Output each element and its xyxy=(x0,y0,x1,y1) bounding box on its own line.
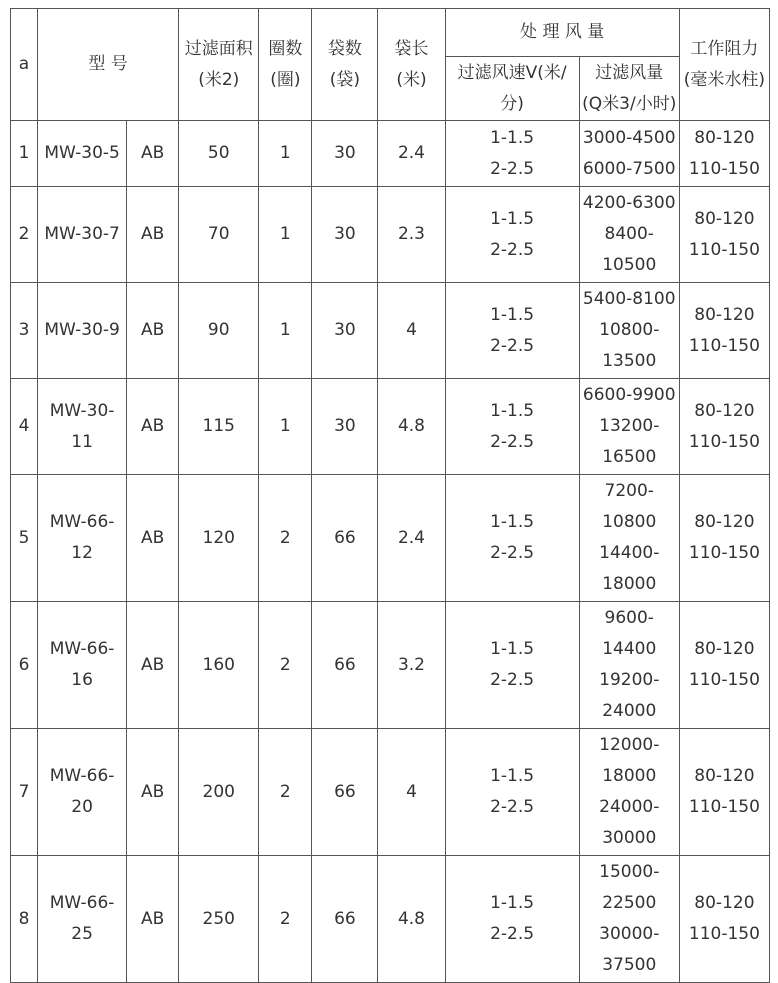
rings-cell: 2 xyxy=(259,856,312,983)
speed-cell-line: 1-1.5 xyxy=(490,512,535,532)
model-cell-line: MW-66- xyxy=(49,766,115,786)
speed-cell xyxy=(445,729,579,856)
rings-cell: 2 xyxy=(259,729,312,856)
air-cell-line: 19200- xyxy=(599,670,660,690)
resistance-cell-line: 110-150 xyxy=(688,431,760,452)
air-cell xyxy=(579,121,679,187)
model-cell-line: MW-30-9 xyxy=(44,320,120,340)
air-cell-line: 10500 xyxy=(602,255,657,275)
bags-cell: 30 xyxy=(312,379,378,475)
length-cell: 2.4 xyxy=(378,475,445,602)
index-cell: 2 xyxy=(11,187,38,283)
speed-cell-line: 1-1.5 xyxy=(490,893,535,913)
index-cell: 4 xyxy=(11,379,38,475)
air-cell-line: 3000-4500 xyxy=(582,127,676,148)
index-cell: 7 xyxy=(11,729,38,856)
model-cell xyxy=(38,856,127,983)
model-cell xyxy=(38,283,127,379)
speed-cell xyxy=(445,602,579,729)
resistance-cell xyxy=(679,475,769,602)
header-filter-area: 过滤面积 (米2) xyxy=(179,9,259,121)
resistance-cell-line: 80-120 xyxy=(694,639,755,659)
air-cell-line: 5400-8100 xyxy=(582,289,676,309)
resistance-cell xyxy=(679,856,769,983)
length-cell: 4.8 xyxy=(378,379,445,475)
model-cell-line: 11 xyxy=(71,431,93,452)
type-cell: AB xyxy=(127,379,179,475)
model-cell-line: MW-30-5 xyxy=(44,143,120,163)
rings-cell: 1 xyxy=(259,187,312,283)
speed-cell-line: 2-2.5 xyxy=(490,239,535,260)
table-row xyxy=(11,121,770,187)
model-cell-line: MW-66- xyxy=(49,512,115,532)
index-cell: 5 xyxy=(11,475,38,602)
area-cell: 120 xyxy=(179,475,259,602)
resistance-cell-line: 110-150 xyxy=(688,158,760,179)
air-cell-line: 13200- xyxy=(599,416,660,436)
air-cell-line: 37500 xyxy=(602,955,657,975)
speed-cell-line: 1-1.5 xyxy=(490,766,535,786)
resistance-cell-line: 110-150 xyxy=(688,670,760,690)
air-cell-line: 14400 xyxy=(602,639,657,659)
bags-cell: 30 xyxy=(312,283,378,379)
model-cell xyxy=(38,379,127,475)
type-cell: AB xyxy=(127,121,179,187)
air-cell xyxy=(579,602,679,729)
rings-cell: 1 xyxy=(259,121,312,187)
table-row xyxy=(11,475,770,602)
air-cell-line: 6600-9900 xyxy=(582,385,676,405)
area-cell: 50 xyxy=(179,121,259,187)
area-cell: 70 xyxy=(179,187,259,283)
header-model: 型 号 xyxy=(38,9,179,121)
table-row xyxy=(11,283,770,379)
resistance-cell xyxy=(679,187,769,283)
air-cell xyxy=(579,283,679,379)
model-cell-line: MW-30- xyxy=(49,400,115,421)
air-cell-line: 30000- xyxy=(599,924,660,944)
model-cell xyxy=(38,475,127,602)
model-cell xyxy=(38,602,127,729)
air-cell-line: 9600- xyxy=(604,608,654,628)
model-cell-line: 16 xyxy=(71,670,93,690)
air-cell xyxy=(579,379,679,475)
speed-cell-line: 2-2.5 xyxy=(490,335,535,356)
air-cell-line: 14400- xyxy=(599,543,660,563)
speed-cell xyxy=(445,475,579,602)
resistance-cell-line: 80-120 xyxy=(694,400,755,421)
header-filter-air: 过滤风量 (Q米3/小时) xyxy=(579,57,679,121)
resistance-cell-line: 80-120 xyxy=(694,208,755,229)
type-cell: AB xyxy=(127,475,179,602)
speed-cell-line: 1-1.5 xyxy=(490,639,535,659)
header-filter-speed: 过滤风速V(米/ 分) xyxy=(445,57,579,121)
bags-cell: 66 xyxy=(312,475,378,602)
table-row xyxy=(11,856,770,983)
model-cell xyxy=(38,729,127,856)
air-cell xyxy=(579,475,679,602)
air-cell-line: 10800- xyxy=(599,320,660,340)
speed-cell xyxy=(445,187,579,283)
type-cell: AB xyxy=(127,856,179,983)
index-cell: 3 xyxy=(11,283,38,379)
speed-cell-line: 1-1.5 xyxy=(490,127,535,148)
resistance-cell-line: 80-120 xyxy=(694,766,755,786)
model-cell-line: MW-30-7 xyxy=(44,224,120,244)
length-cell: 2.4 xyxy=(378,121,445,187)
resistance-cell xyxy=(679,379,769,475)
speed-cell-line: 1-1.5 xyxy=(490,400,535,421)
length-cell: 2.3 xyxy=(378,187,445,283)
model-cell-line: 20 xyxy=(71,797,93,817)
air-cell-line: 24000 xyxy=(602,701,657,721)
length-cell: 3.2 xyxy=(378,602,445,729)
resistance-cell xyxy=(679,121,769,187)
bags-cell: 66 xyxy=(312,602,378,729)
resistance-cell xyxy=(679,729,769,856)
type-cell: AB xyxy=(127,187,179,283)
area-cell: 250 xyxy=(179,856,259,983)
resistance-cell-line: 110-150 xyxy=(688,239,760,260)
speed-cell xyxy=(445,283,579,379)
model-cell-line: MW-66- xyxy=(49,893,115,913)
air-cell xyxy=(579,729,679,856)
air-cell xyxy=(579,856,679,983)
resistance-cell-line: 110-150 xyxy=(688,335,760,356)
spec-table xyxy=(10,8,770,983)
speed-cell-line: 2-2.5 xyxy=(490,158,535,179)
area-cell: 200 xyxy=(179,729,259,856)
bags-cell: 66 xyxy=(312,856,378,983)
table-row xyxy=(11,379,770,475)
resistance-cell-line: 80-120 xyxy=(694,512,755,532)
speed-cell xyxy=(445,856,579,983)
area-cell: 160 xyxy=(179,602,259,729)
header-bag-length: 袋长 (米) xyxy=(378,9,445,121)
length-cell: 4.8 xyxy=(378,856,445,983)
area-cell: 90 xyxy=(179,283,259,379)
header-resistance: 工作阻力 (毫米水柱) xyxy=(679,9,769,121)
speed-cell-line: 2-2.5 xyxy=(490,670,535,690)
table-row xyxy=(11,602,770,729)
type-cell: AB xyxy=(127,729,179,856)
air-cell-line: 4200-6300 xyxy=(582,193,676,213)
air-cell-line: 30000 xyxy=(602,828,657,848)
air-cell-line: 24000- xyxy=(599,797,660,817)
resistance-cell xyxy=(679,602,769,729)
air-cell-line: 6000-7500 xyxy=(582,158,676,179)
air-cell-line: 7200- xyxy=(604,481,654,501)
air-cell-line: 12000- xyxy=(599,735,660,755)
table-row xyxy=(11,729,770,856)
model-cell xyxy=(38,121,127,187)
bags-cell: 30 xyxy=(312,121,378,187)
air-cell-line: 15000- xyxy=(599,862,660,882)
area-cell: 115 xyxy=(179,379,259,475)
air-cell-line: 16500 xyxy=(602,447,657,467)
length-cell: 4 xyxy=(378,729,445,856)
resistance-cell-line: 110-150 xyxy=(688,797,760,817)
resistance-cell xyxy=(679,283,769,379)
speed-cell-line: 2-2.5 xyxy=(490,924,535,944)
header-row-1 xyxy=(11,9,770,57)
header-index: a xyxy=(11,9,38,121)
air-cell-line: 13500 xyxy=(602,351,657,371)
header-processing-air: 处 理 风 量 xyxy=(445,9,679,57)
speed-cell-line: 1-1.5 xyxy=(490,208,535,229)
air-cell xyxy=(579,187,679,283)
model-cell-line: 25 xyxy=(71,924,93,944)
speed-cell xyxy=(445,379,579,475)
rings-cell: 1 xyxy=(259,283,312,379)
rings-cell: 2 xyxy=(259,602,312,729)
resistance-cell-line: 110-150 xyxy=(688,924,760,944)
speed-cell-line: 2-2.5 xyxy=(490,431,535,452)
bags-cell: 66 xyxy=(312,729,378,856)
speed-cell-line: 2-2.5 xyxy=(490,543,535,563)
air-cell-line: 22500 xyxy=(602,893,657,913)
speed-cell-line: 1-1.5 xyxy=(490,304,535,325)
index-cell: 1 xyxy=(11,121,38,187)
index-cell: 6 xyxy=(11,602,38,729)
air-cell-line: 10800 xyxy=(602,512,657,532)
header-rings: 圈数 (圈) xyxy=(259,9,312,121)
model-cell xyxy=(38,187,127,283)
air-cell-line: 18000 xyxy=(602,574,657,594)
model-cell-line: MW-66- xyxy=(49,639,115,659)
rings-cell: 1 xyxy=(259,379,312,475)
air-cell-line: 8400- xyxy=(604,224,654,244)
type-cell: AB xyxy=(127,283,179,379)
rings-cell: 2 xyxy=(259,475,312,602)
type-cell: AB xyxy=(127,602,179,729)
table-row xyxy=(11,187,770,283)
resistance-cell-line: 80-120 xyxy=(694,127,755,148)
length-cell: 4 xyxy=(378,283,445,379)
resistance-cell-line: 80-120 xyxy=(694,304,755,325)
speed-cell-line: 2-2.5 xyxy=(490,797,535,817)
air-cell-line: 18000 xyxy=(602,766,657,786)
header-bags: 袋数 (袋) xyxy=(312,9,378,121)
index-cell: 8 xyxy=(11,856,38,983)
bags-cell: 30 xyxy=(312,187,378,283)
resistance-cell-line: 80-120 xyxy=(694,893,755,913)
resistance-cell-line: 110-150 xyxy=(688,543,760,563)
model-cell-line: 12 xyxy=(71,543,93,563)
speed-cell xyxy=(445,121,579,187)
